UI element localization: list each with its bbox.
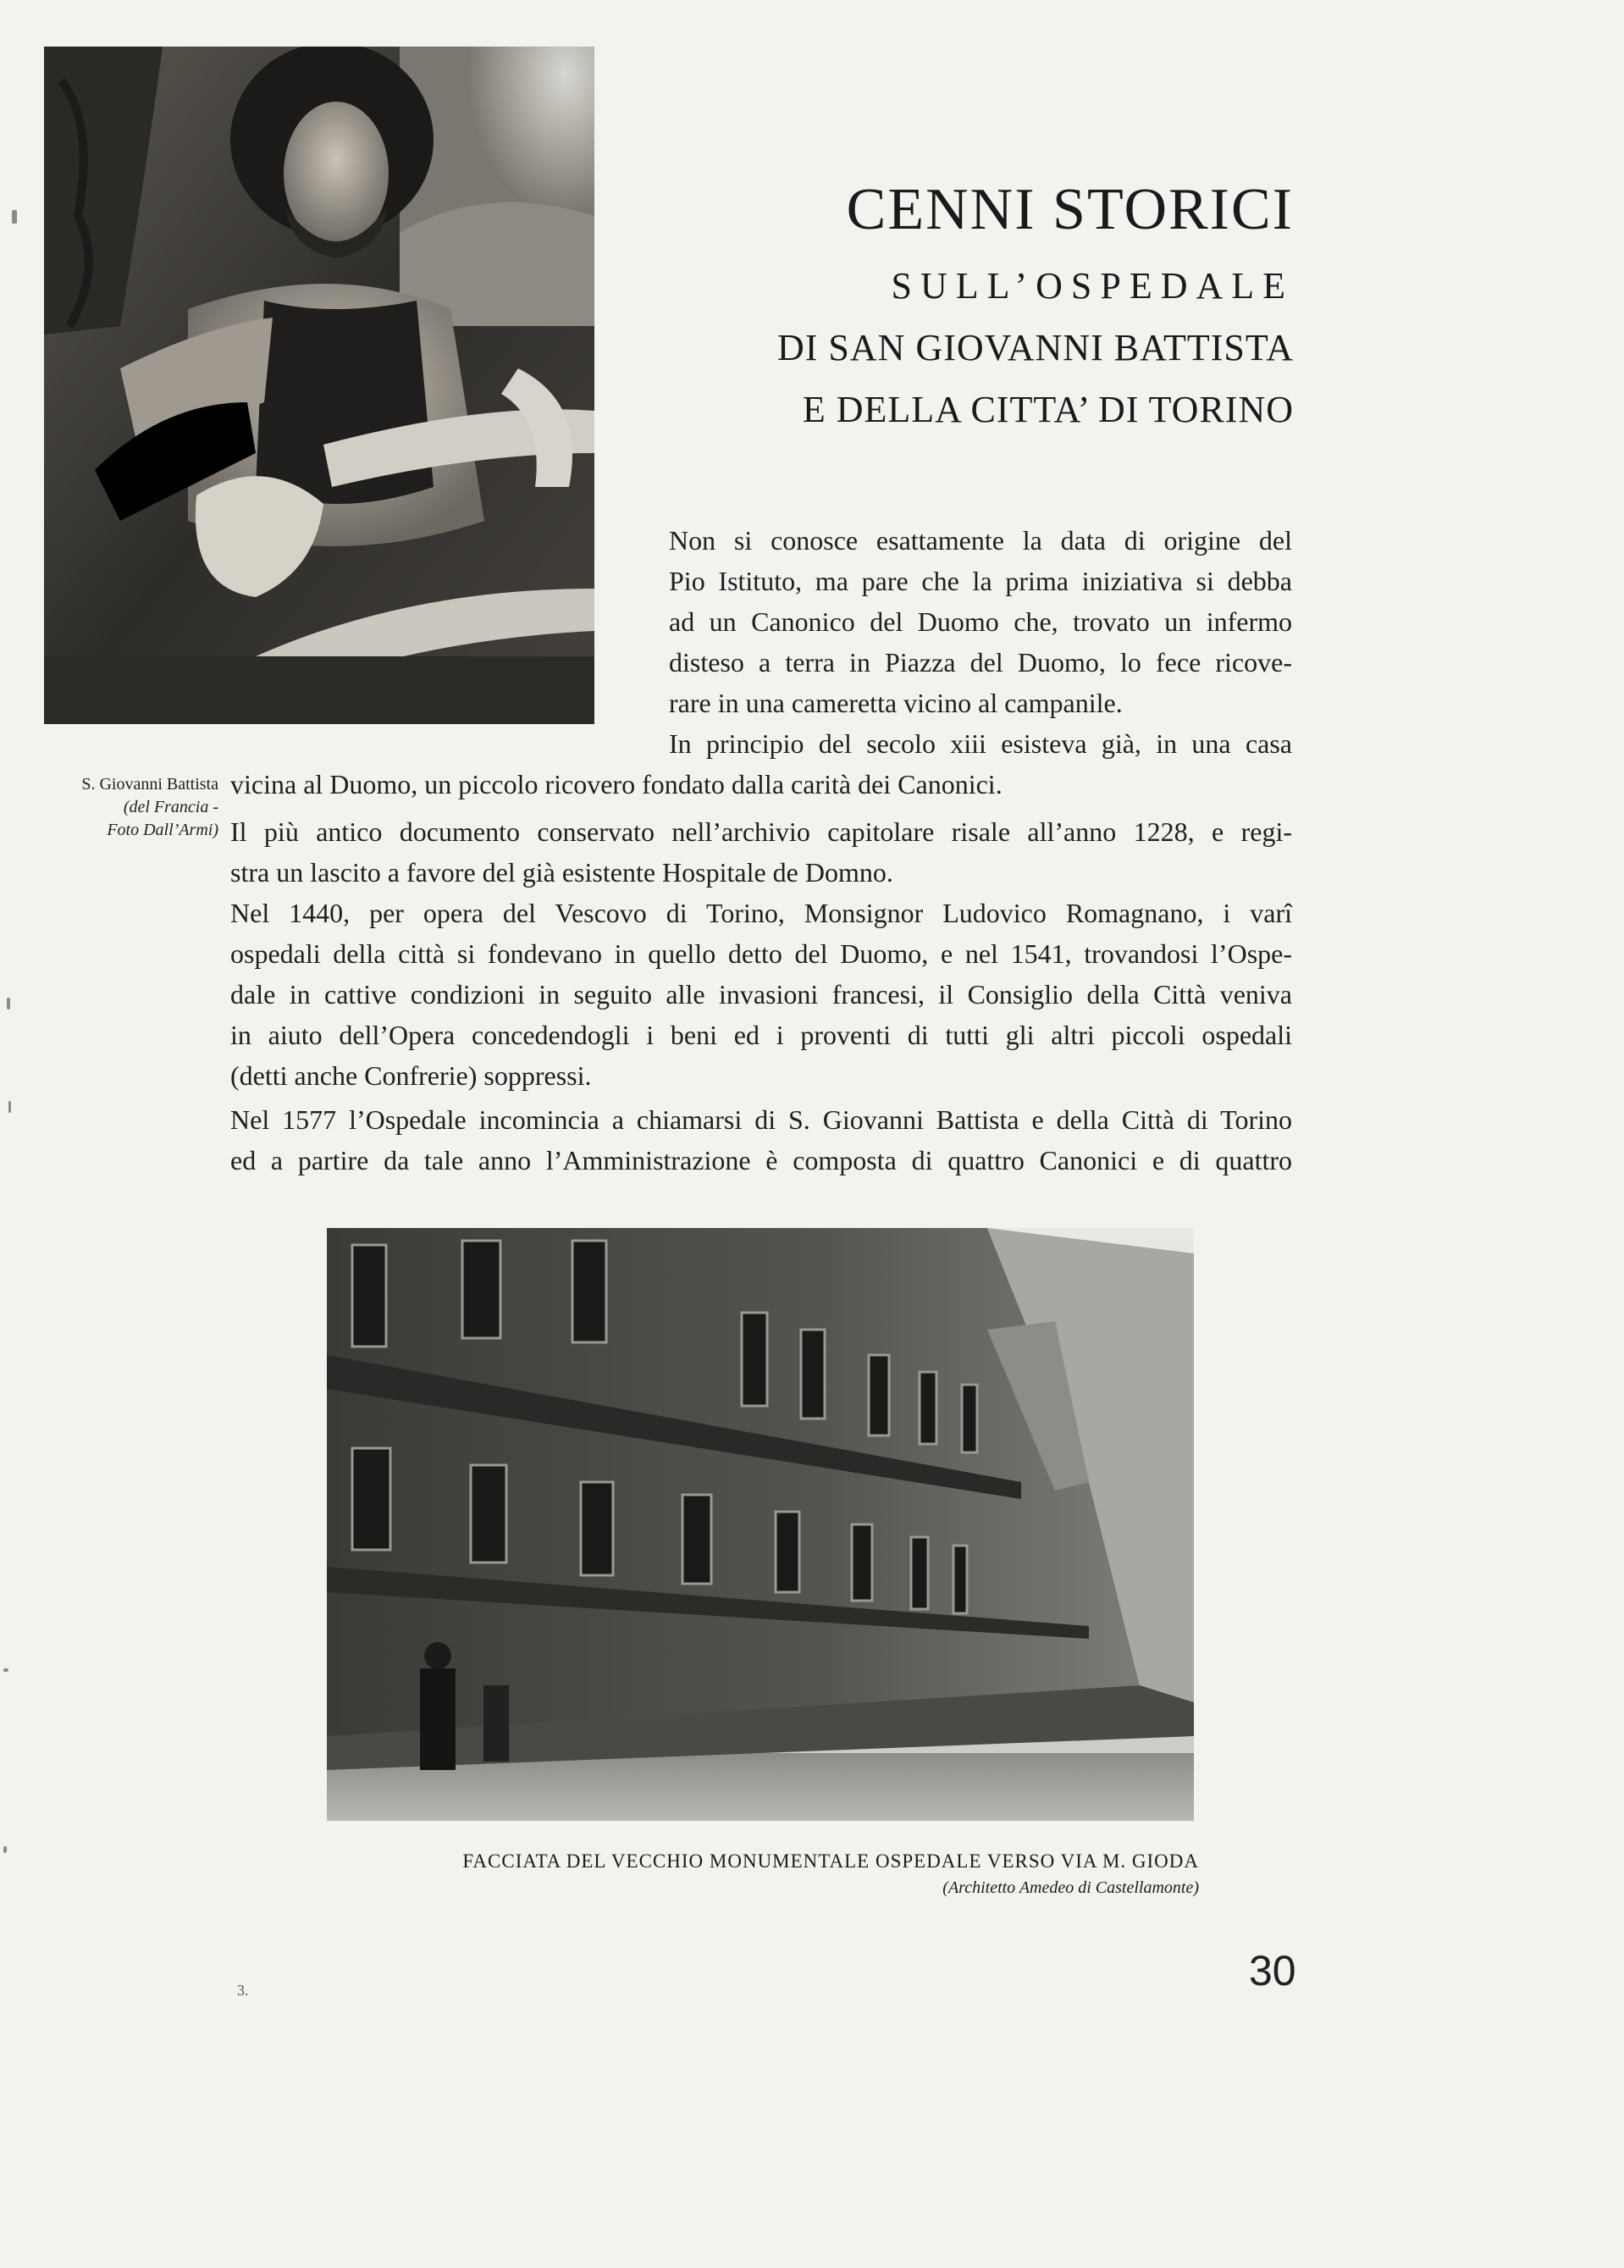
scan-mark xyxy=(7,998,10,1010)
body-line: stra un lascito a favore del già esistente Hospitale de Domno. xyxy=(230,857,893,888)
subtitle-line-3: E DELLA CITTA’ DI TORINO xyxy=(802,389,1294,430)
body-line: dale in cattive condizioni in seguito alle invasioni francesi, il Consiglio della Città veniva xyxy=(230,979,1292,1010)
portrait-caption-credit: Foto Dall’Armi) xyxy=(107,821,218,839)
body-line: rare in una cameretta vicino al campanile. xyxy=(669,688,1123,718)
body-line: In principio del secolo xiii esisteva già, in una casa xyxy=(669,728,1292,759)
portrait-image xyxy=(44,47,594,724)
scan-mark xyxy=(3,1668,8,1672)
body-line: in aiuto dell’Opera concedendogli i beni ed i proventi di tutti gli altri piccoli ospedali xyxy=(230,1020,1292,1050)
facade-credit: (Architetto Amedeo di Castellamonte) xyxy=(942,1878,1199,1897)
body-line: Nel 1577 l’Ospedale incomincia a chiamarsi di S. Giovanni Battista e della Città di Torino xyxy=(230,1104,1292,1135)
facade-caption: FACCIATA DEL VECCHIO MONUMENTALE OSPEDALE VERSO VIA M. GIODA xyxy=(462,1850,1199,1872)
portrait-caption-artist: (del Francia - xyxy=(123,798,218,816)
body-line: Nel 1440, per opera del Vescovo di Torino, Monsignor Ludovico Romagnano, i varî xyxy=(230,898,1292,928)
body-line: disteso a terra in Piazza del Duomo, lo fece ricove- xyxy=(669,647,1292,678)
subtitle-line-2: DI SAN GIOVANNI BATTISTA xyxy=(777,327,1294,368)
scan-mark xyxy=(8,1101,11,1113)
body-line: ed a partire da tale anno l’Amministrazione è composta di quattro Canonici e di quattro xyxy=(230,1145,1292,1175)
scan-mark xyxy=(3,1846,7,1853)
portrait-caption-title: S. Giovanni Battista xyxy=(81,775,218,794)
body-line: vicina al Duomo, un piccolo ricovero fondato dalla carità dei Canonici. xyxy=(230,769,1003,799)
folio-mark: 3. xyxy=(237,1982,249,1999)
body-line: ospedali della città si fondevano in quello detto del Duomo, e nel 1541, trovandosi l’Ospe- xyxy=(230,938,1292,969)
body-line: Non si conosce esattamente la data di origine del xyxy=(669,525,1292,556)
scan-mark xyxy=(12,210,17,224)
subtitle-line-1: SULL’OSPEDALE xyxy=(891,265,1294,307)
facade-photo xyxy=(327,1228,1194,1821)
body-line: ad un Canonico del Duomo che, trovato un infermo xyxy=(669,606,1292,637)
page-title: CENNI STORICI xyxy=(846,177,1294,242)
body-line: Pio Istituto, ma pare che la prima iniziativa si debba xyxy=(669,566,1292,596)
body-line: (detti anche Confrerie) soppressi. xyxy=(230,1060,592,1091)
body-line: Il più antico documento conservato nell’archivio capitolare risale all’anno 1228, e regi- xyxy=(230,816,1292,847)
page-number: 30 xyxy=(1249,1947,1296,1994)
